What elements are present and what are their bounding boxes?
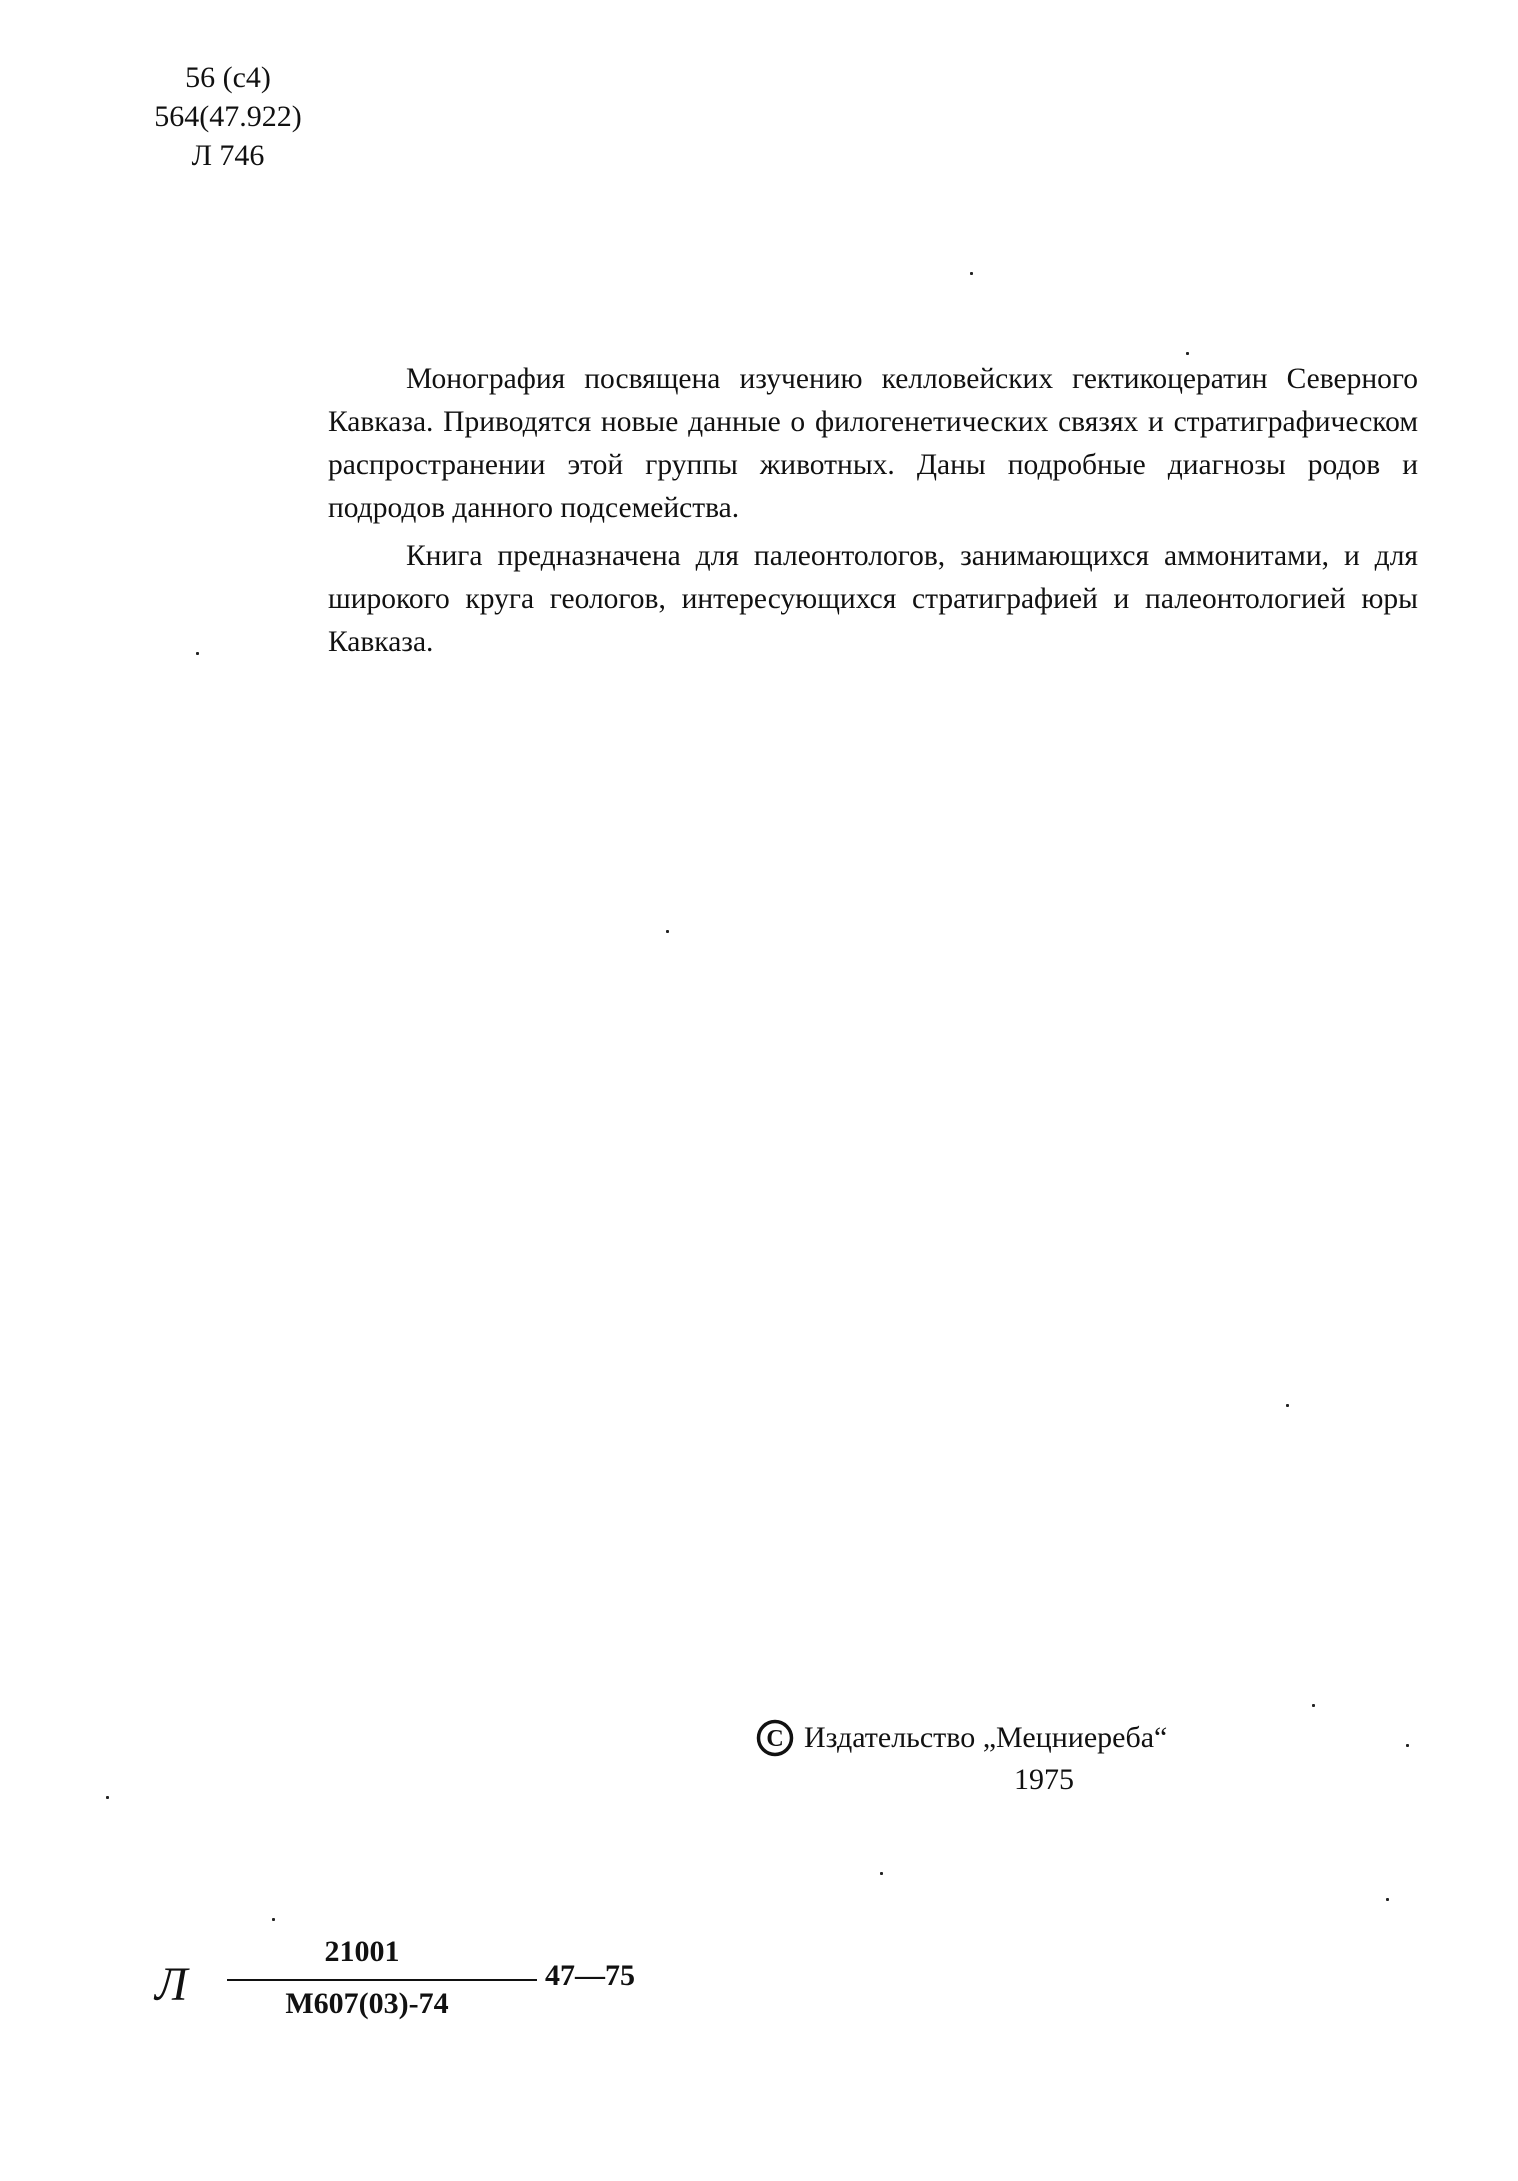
publisher-name: Издательство „Мецниереба“ xyxy=(804,1721,1168,1754)
copyright-notice xyxy=(756,1718,1396,1800)
scan-speck xyxy=(1286,1404,1289,1407)
classification-author-mark: Л 746 xyxy=(191,139,265,172)
fraction-line xyxy=(227,1979,537,1981)
publication-year: 1975 xyxy=(1014,1763,1074,1796)
annotation xyxy=(328,358,1418,664)
scan-speck xyxy=(970,272,973,275)
scan-speck xyxy=(1406,1744,1409,1747)
scan-speck xyxy=(272,1918,275,1921)
index-denominator: М607(03)-74 xyxy=(285,1987,449,2020)
index-letter: Л xyxy=(155,1958,188,2011)
scan-speck xyxy=(666,930,669,933)
scan-speck xyxy=(106,1796,109,1799)
scan-speck xyxy=(880,1872,883,1875)
copyright-icon xyxy=(756,1719,794,1757)
index-suffix: 47—75 xyxy=(545,1959,635,1992)
publishing-index xyxy=(155,1935,675,2045)
classification-udk: 56 (с4) xyxy=(185,61,271,94)
annotation-paragraph-1: Монография посвящена изучению келловейских гектикоцератин Северного Кавказа. Приводятся новые данные о филогенетических связях и стратиграфическом распространении этой группы животных. Даны подробные диагнозы родов и подродов данного подсемейства. xyxy=(328,363,1418,524)
scan-speck xyxy=(1186,352,1189,355)
svg-text:C: C xyxy=(766,1726,784,1752)
annotation-paragraph-2: Книга предназначена для палеонтологов, занимающихся аммонитами, и для широкого круга геологов, интересующихся стратиграфией и палеонтологией юры Кавказа. xyxy=(328,540,1418,658)
classification-codes xyxy=(118,58,338,175)
scan-speck xyxy=(196,652,199,655)
scan-speck xyxy=(1386,1898,1389,1901)
classification-bbk: 564(47.922) xyxy=(154,100,302,133)
scan-speck xyxy=(1312,1704,1315,1707)
index-numerator: 21001 xyxy=(324,1935,400,1968)
